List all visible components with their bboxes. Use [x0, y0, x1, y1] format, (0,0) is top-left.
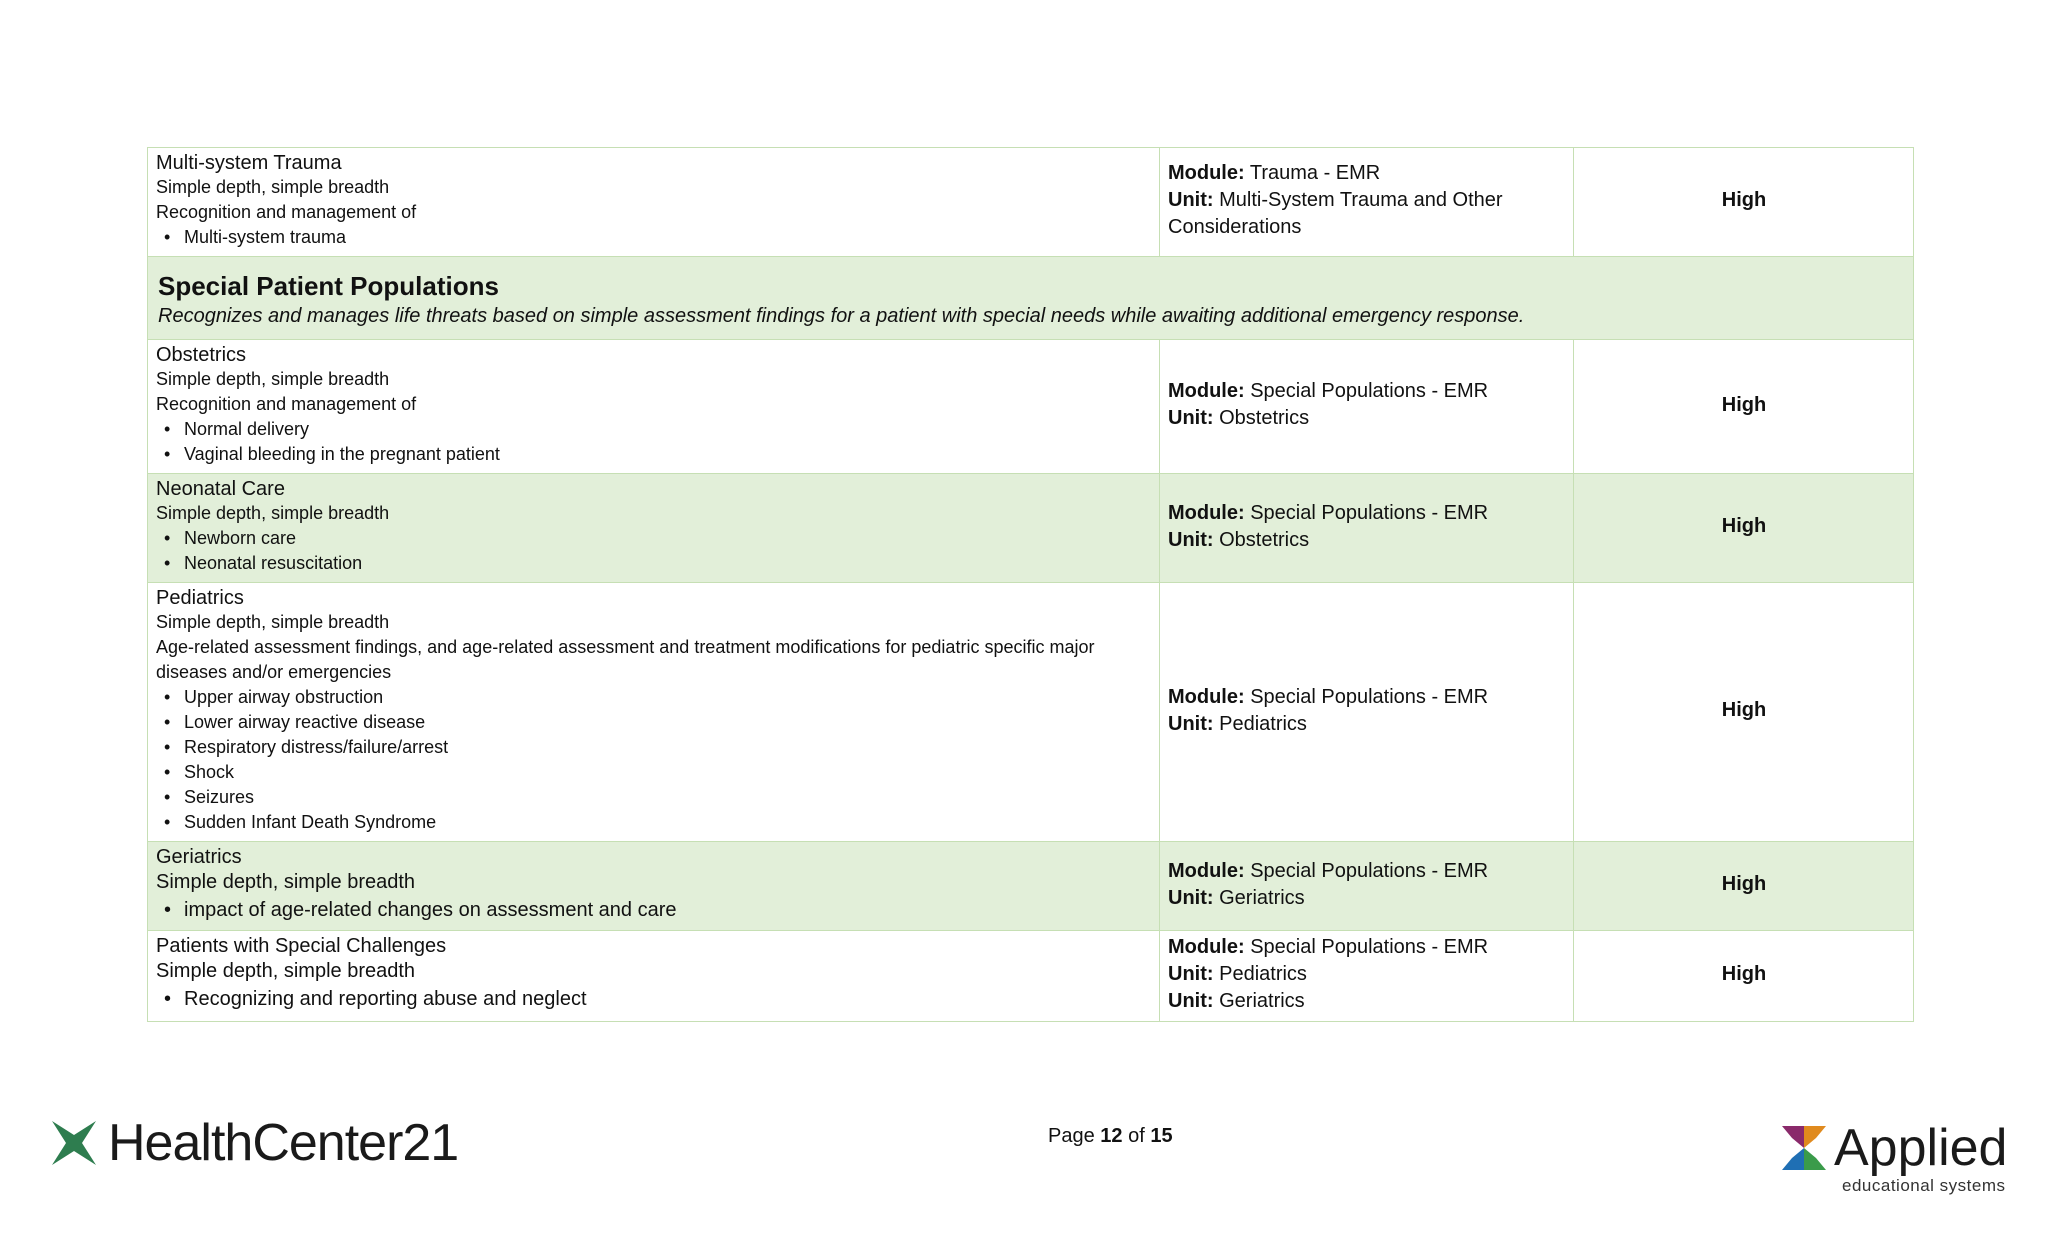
section-header-cell [148, 257, 1914, 340]
depth-text: Simple depth, simple breadth [156, 612, 390, 632]
module-label: Module: [1168, 936, 1245, 958]
healthcenter21-logo-text: HealthCenter21 [108, 1114, 459, 1172]
unit-label: Unit: [1168, 528, 1214, 551]
depth-text: Simple depth, simple breadth [156, 369, 390, 389]
module-cell [1160, 148, 1574, 257]
unit-label: Unit: [1168, 712, 1214, 735]
intro-text: Recognition and management of [156, 394, 417, 414]
module-cell [1160, 931, 1574, 1022]
module-cell [1160, 842, 1574, 931]
unit-label: Unit: [1168, 886, 1214, 909]
list-item: • Seizures [164, 785, 1152, 810]
list-item: • Respiratory distress/failure/arrest [164, 735, 1152, 760]
unit-value: Obstetrics [1219, 528, 1310, 551]
table-row-geriatrics [148, 842, 1914, 931]
topic-cell [148, 474, 1160, 583]
unit-value: Pediatrics [1219, 963, 1307, 985]
topic-title: Neonatal Care [156, 478, 285, 500]
table-row-pediatrics [148, 583, 1914, 842]
page-number [1048, 1125, 1173, 1148]
table-row-neonatal-care [148, 474, 1914, 583]
unit-value: Multi-System Trauma and Other Considerations [1168, 189, 1503, 238]
healthcenter21-mark-icon [52, 1121, 96, 1165]
table-row-multi-system-trauma [148, 148, 1914, 257]
list-item: • Multi-system trauma [164, 225, 1152, 250]
unit-label: Unit: [1168, 189, 1214, 211]
page-of: of [1128, 1125, 1145, 1147]
list-item: • Neonatal resuscitation [164, 551, 1152, 576]
section-title: Special Patient Populations [158, 271, 499, 301]
list-item: • Lower airway reactive disease [164, 710, 1152, 735]
module-label: Module: [1168, 162, 1245, 184]
topic-title: Pediatrics [156, 587, 244, 609]
module-value: Special Populations - EMR [1250, 936, 1489, 958]
rating-cell: High [1574, 148, 1914, 257]
topic-title: Patients with Special Challenges [156, 935, 447, 957]
topic-cell [148, 842, 1160, 931]
module-value: Special Populations - EMR [1250, 380, 1489, 402]
module-cell [1160, 340, 1574, 474]
module-label: Module: [1168, 380, 1245, 402]
unit-value: Geriatrics [1219, 990, 1305, 1012]
module-value: Special Populations - EMR [1250, 859, 1489, 882]
module-label: Module: [1168, 685, 1245, 708]
topic-cell [148, 583, 1160, 842]
section-description: Recognizes and manages life threats based on simple assessment findings for a patient with special needs while awaiting additional emergency response. [158, 305, 1525, 327]
module-label: Module: [1168, 501, 1245, 524]
page-prefix: Page [1048, 1125, 1095, 1147]
healthcenter21-logo [52, 1114, 459, 1172]
intro-text: Age-related assessment findings, and age-related assessment and treatment modifications for pediatric specific major diseases and/or emergencies [156, 637, 1095, 682]
applied-logo-subtitle: educational systems [1842, 1176, 2006, 1195]
bullet-list [156, 685, 1152, 835]
page-current: 12 [1100, 1125, 1123, 1147]
intro-text: Recognition and management of [156, 202, 417, 222]
list-item: • Upper airway obstruction [164, 685, 1152, 710]
list-item: • Sudden Infant Death Syndrome [164, 810, 1152, 835]
bullet-list [156, 526, 1152, 576]
unit-value: Geriatrics [1219, 886, 1305, 909]
rating-cell: High [1574, 340, 1914, 474]
list-item: • Recognizing and reporting abuse and neglect [164, 985, 1152, 1013]
depth-text: Simple depth, simple breadth [156, 871, 416, 893]
unit-label: Unit: [1168, 407, 1214, 429]
bullet-list [156, 417, 1152, 467]
module-label: Module: [1168, 859, 1245, 882]
list-item: • Newborn care [164, 526, 1152, 551]
applied-logo [1782, 1119, 2008, 1196]
topic-title: Obstetrics [156, 344, 247, 366]
rating-cell: High [1574, 842, 1914, 931]
unit-label: Unit: [1168, 963, 1214, 985]
unit-value: Pediatrics [1219, 712, 1307, 735]
table-row-obstetrics [148, 340, 1914, 474]
topic-cell [148, 340, 1160, 474]
applied-mark-icon [1782, 1126, 1826, 1170]
topic-cell [148, 148, 1160, 257]
depth-text: Simple depth, simple breadth [156, 177, 390, 197]
rating-cell: High [1574, 474, 1914, 583]
topic-cell [148, 931, 1160, 1022]
section-header-row [148, 257, 1914, 340]
module-cell [1160, 474, 1574, 583]
list-item: • Shock [164, 760, 1152, 785]
bullet-list [156, 896, 1152, 924]
list-item: • Vaginal bleeding in the pregnant patient [164, 442, 1152, 467]
list-item: • impact of age-related changes on assessment and care [164, 896, 1152, 924]
rating-cell: High [1574, 583, 1914, 842]
page-total: 15 [1150, 1125, 1173, 1147]
applied-logo-text: Applied [1834, 1119, 2008, 1177]
rating-cell: High [1574, 931, 1914, 1022]
unit-label: Unit: [1168, 990, 1214, 1012]
bullet-list [156, 985, 1152, 1013]
curriculum-table [147, 147, 1914, 1022]
bullet-list [156, 225, 1152, 250]
module-value: Special Populations - EMR [1250, 685, 1489, 708]
module-value: Special Populations - EMR [1250, 501, 1489, 524]
module-cell [1160, 583, 1574, 842]
unit-value: Obstetrics [1219, 407, 1310, 429]
table-row-special-challenges [148, 931, 1914, 1022]
module-value: Trauma - EMR [1249, 162, 1381, 184]
depth-text: Simple depth, simple breadth [156, 960, 416, 982]
topic-title: Geriatrics [156, 846, 242, 868]
list-item: • Normal delivery [164, 417, 1152, 442]
topic-title: Multi-system Trauma [156, 152, 342, 174]
depth-text: Simple depth, simple breadth [156, 503, 390, 523]
